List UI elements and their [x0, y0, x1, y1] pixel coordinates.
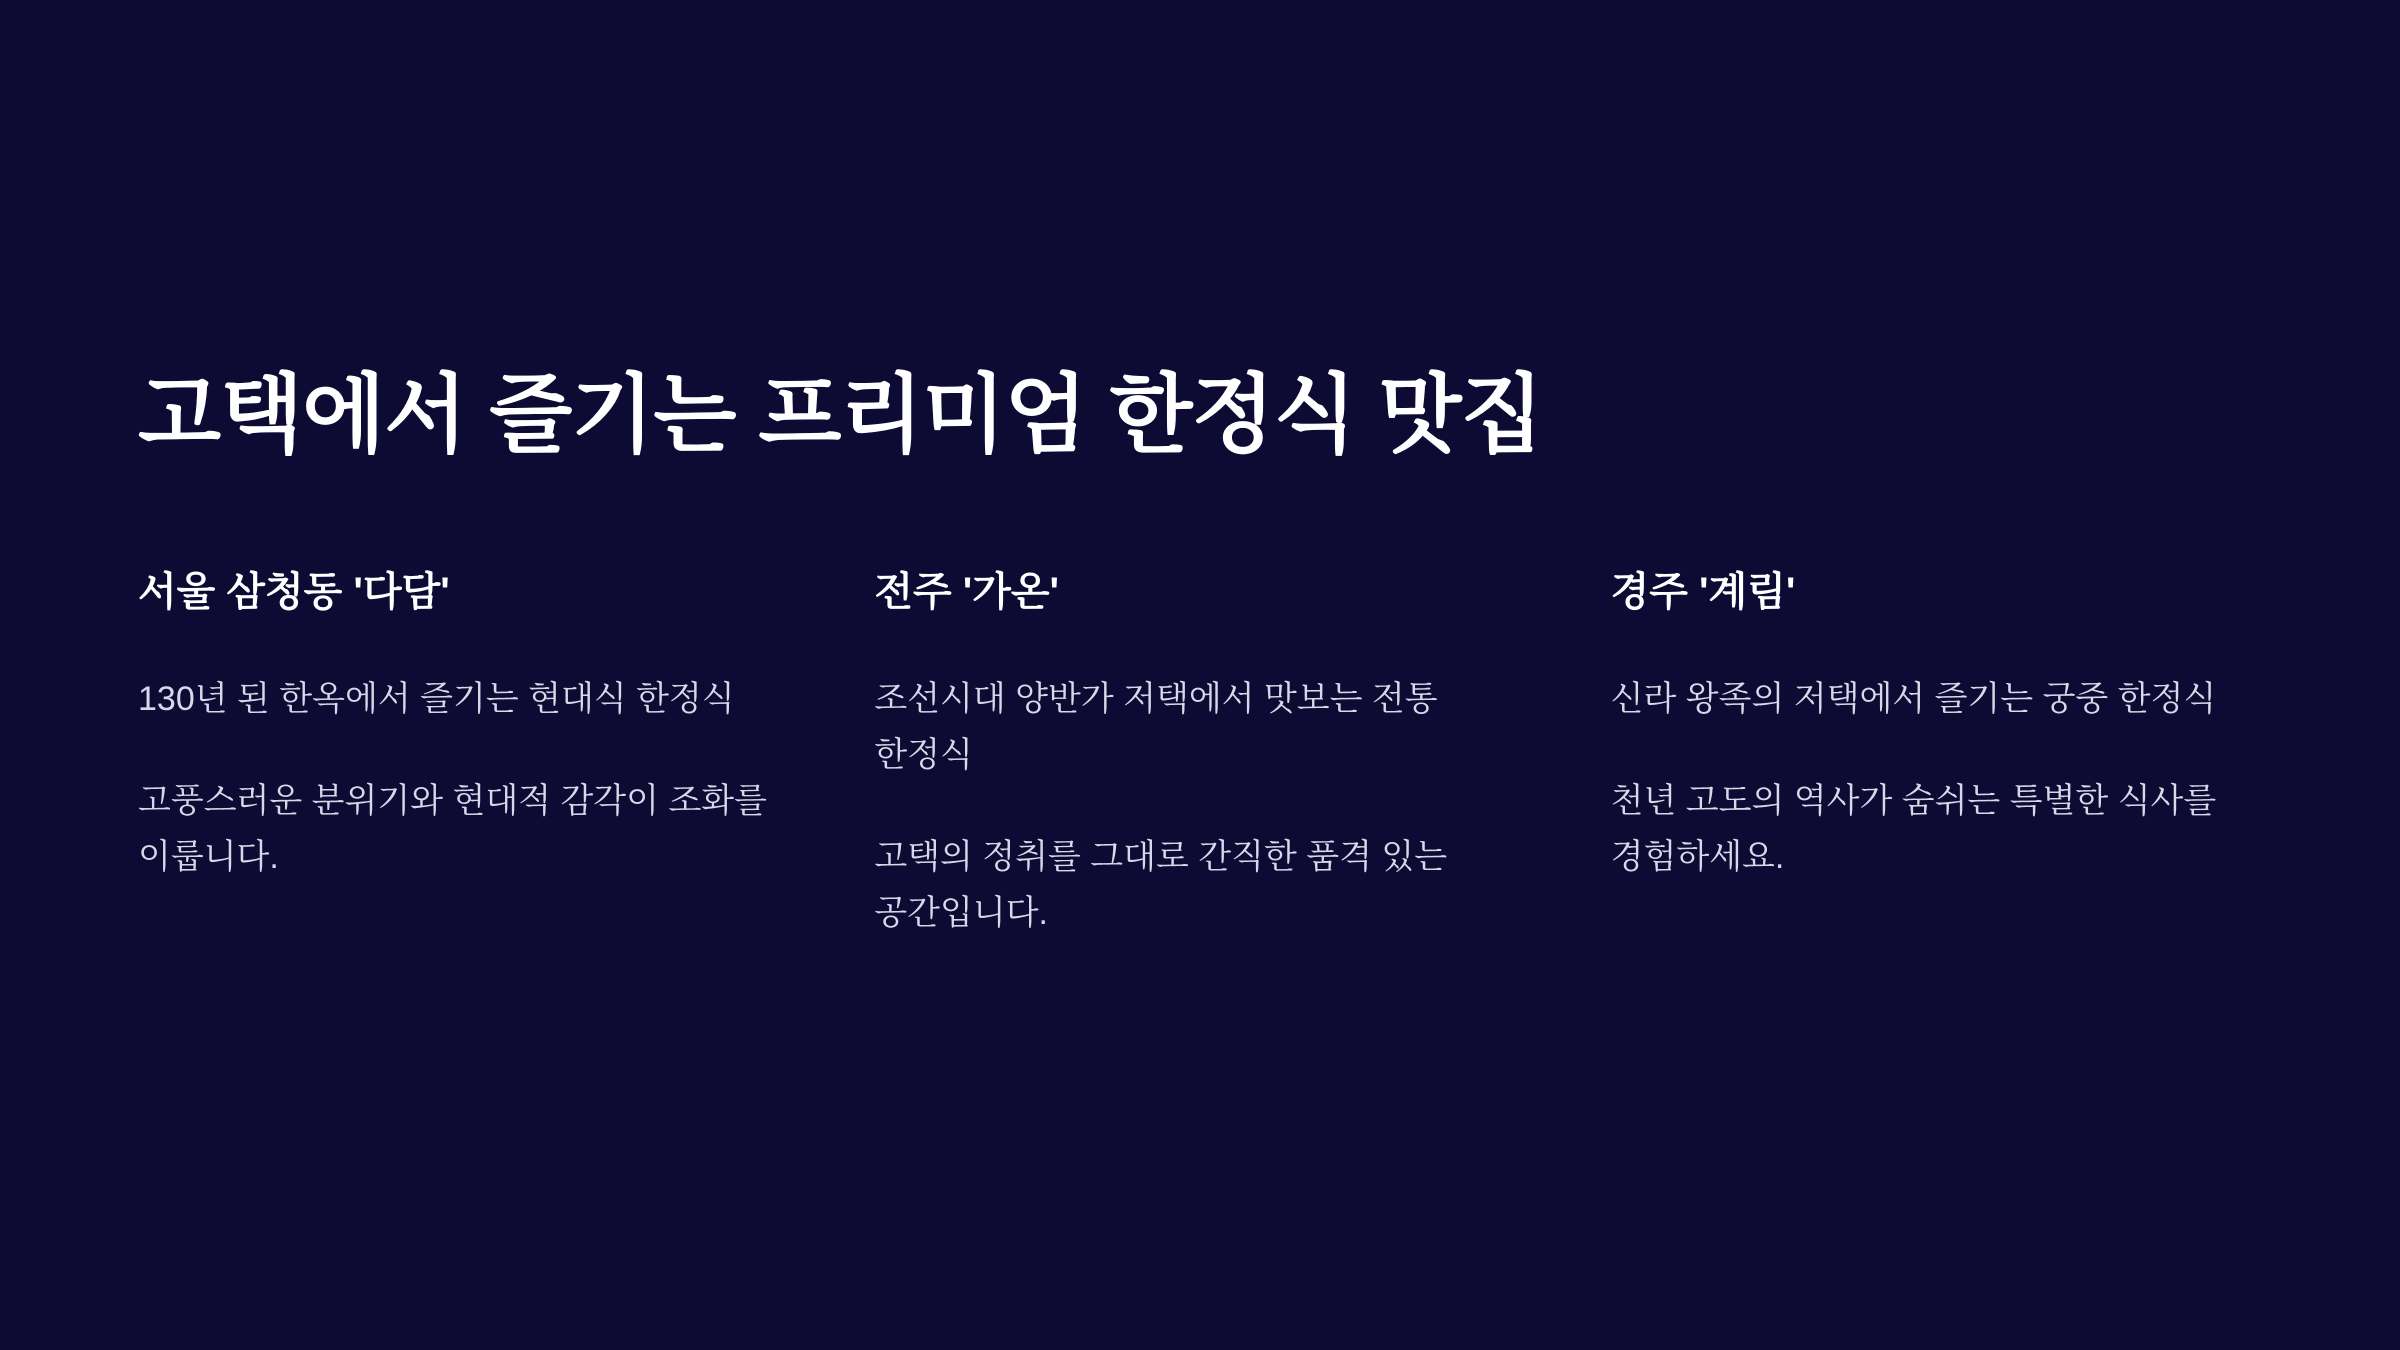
column-paragraph: 신라 왕족의 저택에서 즐기는 궁중 한정식	[1610, 680, 2217, 718]
column-heading: 전주 '가온'	[874, 570, 1060, 614]
slide-title: 고택에서 즐기는 프리미엄 한정식 맛집	[138, 367, 1543, 463]
column-paragraph: 고택의 정취를 그대로 간직한 품격 있는 공간입니다.	[874, 838, 1448, 932]
column-heading: 경주 '계림'	[1610, 570, 1796, 614]
column-gyeongju-gyerim	[1611, 566, 2262, 941]
column-paragraph: 130년 된 한옥에서 즐기는 현대식 한정식	[138, 680, 735, 718]
column-seoul-dadam	[138, 566, 789, 941]
columns-row	[138, 566, 2262, 941]
column-paragraph: 고풍스러운 분위기와 현대적 감각이 조화를 이룹니다.	[138, 782, 767, 876]
column-jeonju-gaon	[874, 566, 1525, 941]
column-paragraph: 천년 고도의 역사가 숨쉬는 특별한 식사를 경험하세요.	[1610, 782, 2217, 876]
column-paragraph: 조선시대 양반가 저택에서 맛보는 전통 한정식	[874, 680, 1438, 774]
column-heading: 서울 삼청동 '다담'	[138, 570, 450, 614]
